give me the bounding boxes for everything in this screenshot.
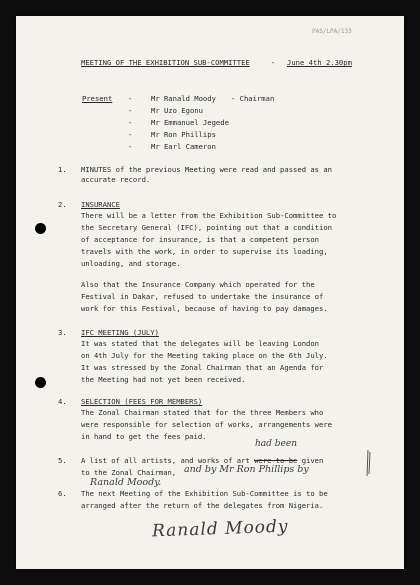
item-4-line: were responsible for selection of works, arrangements were: [81, 420, 332, 429]
item-3-heading: IFC MEETING (JULY): [81, 328, 159, 337]
member-dash: -: [128, 130, 133, 139]
item-6-line: arranged after the return of the delegates from Nigeria.: [81, 501, 324, 510]
item-number: 5.: [58, 456, 67, 465]
item-2-line: the Secretary General (IFC), pointing out that a condition: [81, 223, 332, 232]
member-dash: -: [128, 94, 133, 103]
member-dash: -: [128, 142, 133, 151]
handwritten-addition: and by Mr Ron Phillips by: [184, 464, 309, 475]
item-1-underline: [81, 165, 111, 174]
item-4-line: The Zonal Chairman stated that for the three Members who: [81, 408, 324, 417]
margin-mark: [364, 448, 372, 478]
meeting-title: MEETING OF THE EXHIBITION SUB-COMMITTEE: [81, 58, 250, 67]
item-4-line: in hand to get the fees paid.: [81, 432, 207, 441]
present-label: Present: [82, 94, 113, 103]
item-2-line: travels with the work, in order to supervise its loading,: [81, 247, 328, 256]
item-1-line-1: MINUTES of the previous Meeting were read and passed as an: [81, 165, 332, 174]
member-name: Mr Ranald Moody: [151, 94, 216, 103]
handwritten-name: Ranald Moody.: [90, 477, 162, 488]
item-5-line-1-start: A list of all artists, and works of art were to be given: [81, 456, 324, 465]
member-dash: -: [128, 106, 133, 115]
archive-stamp: PAS/LPA/133: [312, 28, 352, 35]
member-name: Mr Ron Phillips: [151, 130, 216, 139]
title-dash: -: [271, 58, 276, 67]
item-3-line: the Meeting had not yet been received.: [81, 375, 246, 384]
item-4-heading: SELECTION (FEES FOR MEMBERS): [81, 397, 203, 406]
signature: Ranald Moody: [151, 516, 289, 542]
member-role: - Chairman: [231, 94, 275, 103]
item-number: 6.: [58, 489, 67, 498]
item-2-line: unloading, and storage.: [81, 259, 181, 268]
document-page: [16, 16, 404, 569]
member-name: Mr Emmanuel Jegede: [151, 118, 229, 127]
member-name: Mr Earl Cameron: [151, 142, 216, 151]
item-2-line: There will be a letter from the Exhibition Sub-Committee to: [81, 211, 337, 220]
item-2-line: Also that the Insurance Company which operated for the: [81, 280, 315, 289]
meeting-date: June 4th 2.30pm: [287, 58, 352, 67]
item-number: 3.: [58, 328, 67, 337]
item-2-line: of acceptance for insurance, is that a competent person: [81, 235, 319, 244]
item-5-line-2: to the Zonal Chairman,: [81, 468, 177, 477]
member-name: Mr Uzo Egonu: [151, 106, 203, 115]
handwritten-insert: had been: [255, 439, 297, 449]
item-number: 4.: [58, 397, 67, 406]
item-2-line: work for this Festival, because of having to pay damages.: [81, 304, 328, 313]
item-3-line: on 4th July for the Meeting taking place on the 6th July.: [81, 351, 328, 360]
item-3-line: It was stressed by the Zonal Chairman that an Agenda for: [81, 363, 324, 372]
item-number: 2.: [58, 200, 67, 209]
item-2-line: Festival in Dakar, refused to undertake the insurance of: [81, 292, 324, 301]
member-dash: -: [128, 118, 133, 127]
item-number: 1.: [58, 165, 67, 174]
item-2-heading: INSURANCE: [81, 200, 120, 209]
punch-hole: [35, 223, 46, 234]
item-6-line: The next Meeting of the Exhibition Sub-Committee is to be: [81, 489, 328, 498]
item-1-line-2: accurate record.: [81, 175, 151, 184]
punch-hole: [35, 377, 46, 388]
item-3-line: It was stated that the delegates will be leaving London: [81, 339, 319, 348]
